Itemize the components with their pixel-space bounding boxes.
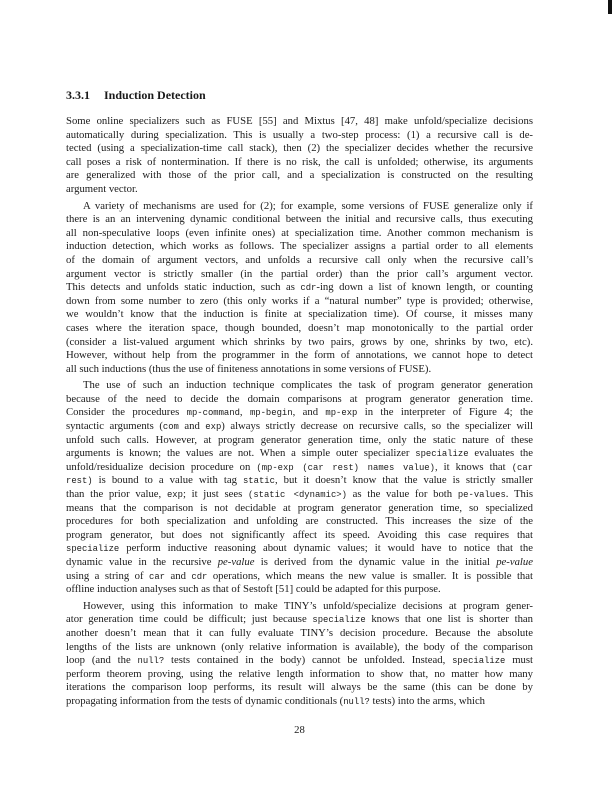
text-line (66, 227, 533, 241)
text-run: we wouldn’t know that the induction is finite at specialization time). Of course, it misses many (66, 308, 533, 321)
text-line (66, 515, 533, 529)
text-run: there is an an intervening dynamic conditional between the initial and recursive calls, thus executing (66, 213, 533, 226)
text-line (66, 668, 533, 682)
code-run: com (162, 422, 179, 433)
text-line (66, 641, 533, 655)
text-line (66, 254, 533, 268)
text-run: in the interpreter of Figure 4; the (357, 406, 533, 419)
text-run: operations, which means the new value is smaller. It is possible that (207, 569, 533, 582)
text-run: knows that one list is shorter than (365, 613, 533, 626)
text-run: , but it doesn’t know that the value is strictly smaller (274, 474, 533, 487)
text-run: ) always strictly decrease on recursive calls, so the specializer will (221, 420, 533, 433)
text-line (66, 434, 533, 448)
code-run: (car (511, 462, 533, 473)
code-run: pe-values (457, 490, 506, 501)
text-run: down from some number to zero (this only works if a “natural number” type is provided; otherwise, (66, 294, 533, 307)
text-run: , and (292, 406, 326, 419)
text-line (66, 556, 533, 570)
text-line (66, 200, 533, 214)
text-line (66, 529, 533, 543)
text-run: than the prior value, (66, 488, 167, 501)
text-run: are generalized with those of the prior call, and a specialization is constructed on the resulting (66, 169, 533, 182)
text-line (66, 115, 533, 129)
text-line (66, 600, 533, 614)
text-run: all such inductions (thus the use of finiteness annotations in some versions of FUSE). (66, 362, 432, 375)
body-text (66, 115, 533, 712)
code-run: cdr (300, 283, 317, 294)
code-run: specialize (66, 544, 120, 555)
text-run: automatically during specialization. This is usually a two-step process: (1) a recursive call is de- (66, 128, 533, 141)
code-run: mp-command (186, 408, 240, 419)
section-heading (66, 88, 206, 103)
text-line (66, 322, 533, 336)
code-run: (static <dynamic>) (248, 490, 347, 501)
text-run: cases where the iteration space, though bounded, doesn’t map monotonically to the partial order (66, 321, 533, 334)
text-line (66, 183, 533, 197)
text-line (66, 654, 533, 668)
text-line (66, 461, 533, 475)
code-run: (mp-exp (car rest) names value) (256, 462, 435, 473)
code-run: car (149, 571, 166, 582)
page-number: 28 (294, 724, 305, 736)
text-line (66, 156, 533, 170)
text-line (66, 142, 533, 156)
text-run: unfold/residualize decision procedure on (66, 460, 257, 473)
text-line (66, 570, 533, 584)
text-run: However, using this information to make TINY’s unfold/specialize decisions at program gener- (83, 599, 533, 612)
code-run: specialize (452, 656, 506, 667)
text-run: argument vector is strictly smaller (in the partial order) than the prior call’s argument vector. (66, 267, 533, 280)
code-run: mp-begin (249, 408, 293, 419)
text-run: offline induction analyses such as that of Sestoft [51] could be adapted for this purpose. (66, 583, 441, 596)
text-run: (consider a list-valued argument which shrinks by two pairs, grows by one, shrinks by two, etc). (66, 335, 533, 348)
text-run: because of the need to decide the domain comparisons at program generator generation time. (66, 392, 533, 405)
text-run: arguments is known; the values are not. When a simple outer specializer (66, 447, 416, 460)
text-line (66, 349, 533, 363)
text-run: is derived from the dynamic value in the initial (254, 556, 497, 568)
text-run: all non-speculative loops (even infinite ones) at specialization time. Another common mechanism is (66, 226, 533, 239)
text-run: procedures for both specialization and unfolding are constructed. This increases the size of the (66, 515, 533, 528)
text-run: is bound to a value with tag (92, 474, 243, 487)
text-line (66, 488, 533, 502)
text-run: iterations the comparison loop performs, its result will always be the same (this can be done by (66, 681, 533, 694)
text-line (66, 681, 533, 695)
text-run: and (178, 420, 206, 433)
text-line (66, 379, 533, 393)
text-run: ator generation time could be difficult; just because (66, 613, 313, 626)
text-line (66, 542, 533, 556)
text-line (66, 363, 533, 377)
text-run: induction detection, which works as follows. The specializer assigns a partial order to all elements (66, 240, 533, 253)
text-line (66, 308, 533, 322)
text-run: dynamic value in the recursive (66, 556, 218, 568)
text-line (66, 213, 533, 227)
text-run: another doesn’t mean that it can fully evaluate TINY’s decision procedure. Because the absolute (66, 626, 533, 639)
text-line (66, 613, 533, 627)
text-run: tected (using a specialization-time call stack), then (2) the specializer decides whether the recursive (66, 142, 533, 155)
text-run: This detects and unfolds static induction, such as (66, 281, 301, 294)
text-line (66, 295, 533, 309)
code-run: exp (166, 490, 183, 501)
text-line (66, 268, 533, 282)
paragraph (66, 115, 533, 197)
text-line (66, 583, 533, 597)
text-run: unfold such calls. However, at program generator generation time, only the static nature of these (66, 433, 533, 446)
text-line (66, 420, 533, 434)
code-run: null? (137, 656, 165, 667)
text-run: argument vector. (66, 182, 138, 195)
section-number: 3.3.1 (66, 88, 90, 102)
text-run: Consider the procedures (66, 406, 187, 419)
text-run: perform inductive reasoning about dynamic values; it would have to notice that the (119, 542, 533, 555)
code-run: specialize (312, 615, 366, 626)
text-run: must (505, 654, 533, 667)
text-line (66, 447, 533, 461)
text-run: using a string of (66, 569, 150, 582)
text-line (66, 695, 533, 709)
code-run: specialize (415, 449, 469, 460)
text-line (66, 406, 533, 420)
text-run: ; it just sees (182, 488, 248, 501)
text-line (66, 129, 533, 143)
text-run: loop (and the (66, 654, 138, 667)
text-run: perform theorem proving, using the relative length information to show that, no matter how many (66, 667, 533, 680)
text-run: A variety of mechanisms are used for (2); for example, some versions of FUSE generalize only if (83, 199, 533, 212)
text-run: , it knows that (434, 460, 512, 473)
scan-artifact (608, 0, 612, 14)
text-run: . This (505, 488, 533, 501)
section-title: Induction Detection (104, 88, 206, 102)
text-run: propagating information from the tests of dynamic conditionals ( (66, 694, 344, 707)
text-run: , (239, 406, 250, 419)
text-run: However, without help from the programmer in the form of annotations, we cannot hope to detect (66, 349, 533, 362)
text-line (66, 474, 533, 488)
text-run: Some online specializers such as FUSE [55] and Mixtus [47, 48] make unfold/specialize decisions (66, 115, 533, 127)
code-run: null? (343, 696, 370, 707)
text-run: -ing down a list of known length, or counting (316, 281, 533, 294)
text-line (66, 336, 533, 350)
text-run: program generator, but does not significantly affect its speed. Avoiding this case requires that (66, 528, 533, 541)
paragraph (66, 200, 533, 377)
text-line (66, 393, 533, 407)
italic-run: pe-value (496, 556, 533, 568)
text-line (66, 627, 533, 641)
text-line (66, 281, 533, 295)
text-run: means that the comparison is not decidable at program generator generation time, so specialized (66, 501, 533, 514)
text-run: The use of such an induction technique complicates the task of program generator generation (83, 379, 533, 392)
code-run: cdr (191, 571, 208, 582)
text-run: tests) into the arms, which (369, 694, 486, 707)
text-run: call poses a risk of nontermination. If there is no risk, the call is unfolded; otherwise, its arguments (66, 155, 533, 168)
text-line (66, 240, 533, 254)
italic-run: pe-value (217, 556, 255, 568)
code-run: exp (205, 422, 222, 433)
text-run: of the domain of argument vectors, and unfolds a recursive call only when the recursive call’s (66, 253, 533, 266)
code-run: rest) (66, 476, 93, 487)
text-run: as the value for both (346, 488, 458, 501)
code-run: mp-exp (325, 408, 358, 419)
paragraph (66, 600, 533, 709)
text-run: and (165, 569, 192, 582)
text-run: lengths of the lists are unknown (only relative information is available), the body of the comparison (66, 640, 533, 653)
text-line (66, 169, 533, 183)
text-line (66, 502, 533, 516)
text-run: syntactic arguments ( (66, 420, 163, 433)
text-run: evaluates the (468, 447, 533, 460)
text-run: tests contained in the body) cannot be unfolded. Instead, (164, 654, 453, 667)
paragraph (66, 379, 533, 597)
code-run: static (242, 476, 275, 487)
